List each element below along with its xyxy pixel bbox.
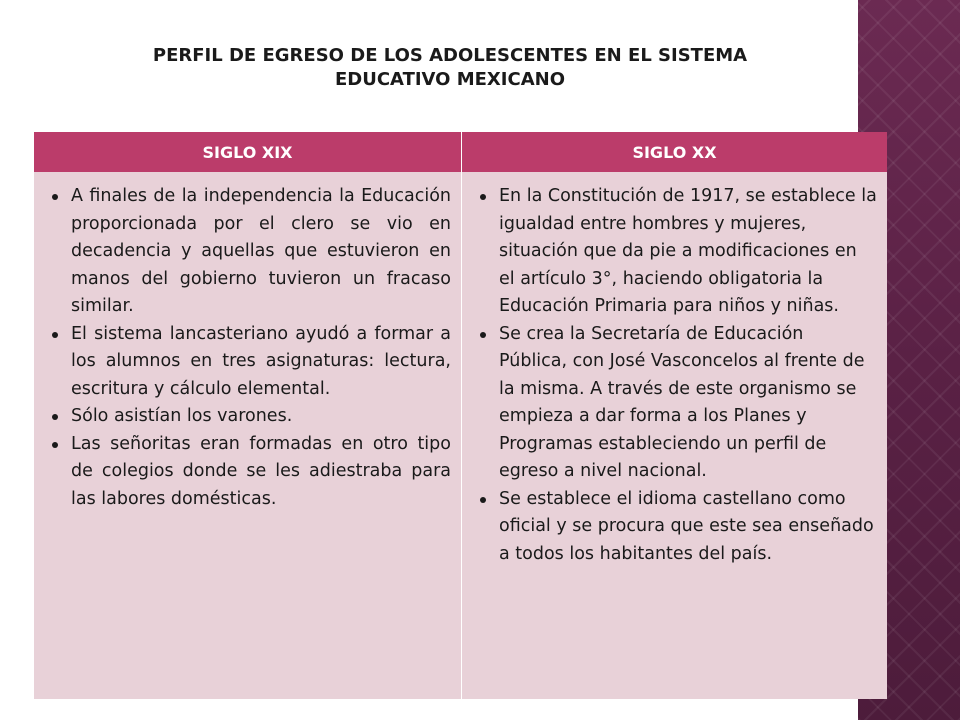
list-item: A finales de la independencia la Educación proporcionada por el clero se vio en decadencia y aquellas que estuvieron en manos del gobierno tuvieron un fracaso similar. [44,183,451,321]
bullet-list-siglo-xix [44,183,451,513]
list-item: Se establece el idioma castellano como oficial y se procura que este sea enseñado a todos los habitantes del país. [472,486,877,569]
bullet-list-siglo-xx [472,183,877,568]
list-item: Las señoritas eran formadas en otro tipo de colegios donde se les adiestraba para las labores domésticas. [44,431,451,514]
title-line-2: EDUCATIVO MEXICANO [334,69,566,90]
comparison-table [34,132,887,699]
page-title [60,44,840,92]
cell-siglo-xix [34,172,462,699]
list-item: En la Constitución de 1917, se establece la igualdad entre hombres y mujeres, situación que da pie a modificaciones en el artículo 3°, haciendo obligatoria la Educación Primaria para niños y niñas. [472,183,877,321]
list-item: Se crea la Secretaría de Educación Pública, con José Vasconcelos al frente de la misma. A través de este organismo se empieza a dar forma a los Planes y Programas estableciendo un perfil de egreso a nivel nacional. [472,321,877,486]
title-line-1: PERFIL DE EGRESO DE LOS ADOLESCENTES EN EL SISTEMA [152,45,748,66]
column-header-siglo-xx: SIGLO XX [462,132,887,172]
cell-siglo-xx [462,172,887,699]
list-item: Sólo asistían los varones. [44,403,451,431]
list-item: El sistema lancasteriano ayudó a formar a los alumnos en tres asignaturas: lectura, escritura y cálculo elemental. [44,321,451,404]
column-header-siglo-xix: SIGLO XIX [34,132,462,172]
